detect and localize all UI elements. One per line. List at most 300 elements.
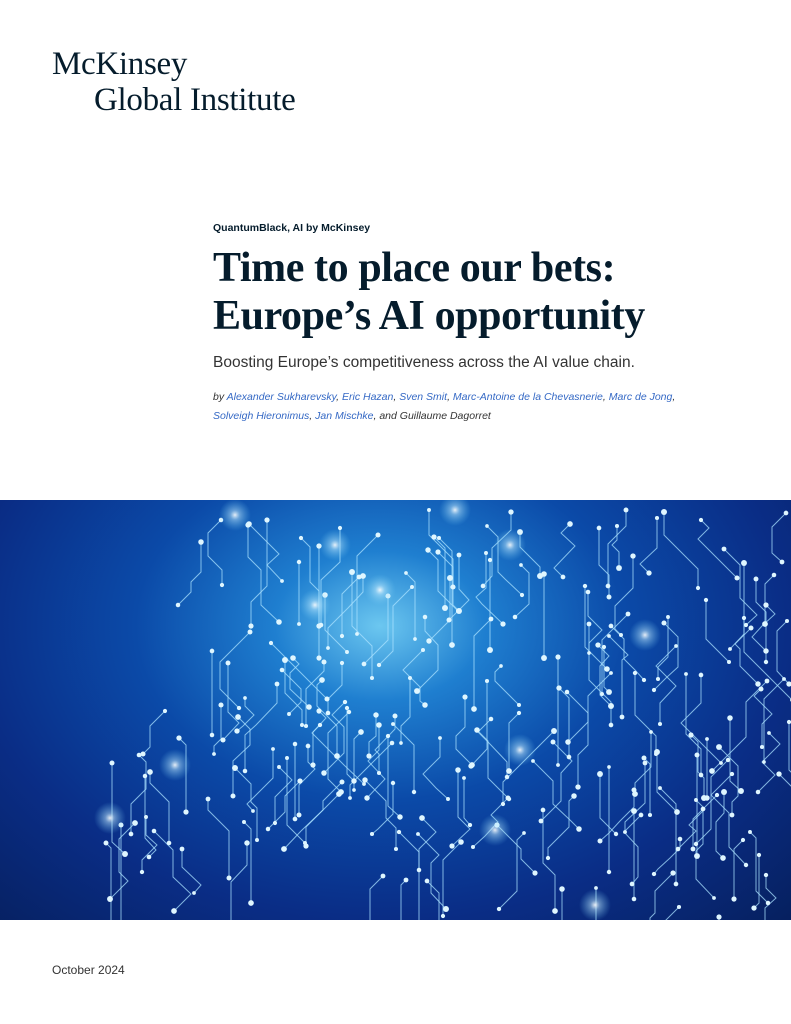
circuit-trace [478, 719, 507, 777]
circuit-trace [772, 513, 786, 562]
circuit-trace [548, 796, 574, 858]
circuit-node [266, 827, 270, 831]
circuit-trace [724, 549, 757, 625]
circuit-node [143, 774, 147, 778]
light-glow [479, 814, 511, 846]
circuit-node [785, 619, 789, 623]
circuit-node [756, 790, 760, 794]
circuit-trace [706, 600, 729, 662]
circuit-node [587, 622, 592, 627]
circuit-node [639, 813, 644, 818]
circuit-node [316, 655, 321, 660]
circuit-node [501, 802, 505, 806]
circuit-node [565, 739, 571, 745]
circuit-node [376, 722, 382, 728]
circuit-node [386, 734, 390, 738]
circuit-node [132, 820, 138, 826]
circuit-trace [559, 688, 569, 757]
circuit-trace [765, 875, 776, 920]
circuit-node [484, 551, 488, 555]
circuit-node [741, 560, 747, 566]
circuit-node [442, 605, 448, 611]
circuit-node [474, 727, 480, 733]
circuit-node [235, 714, 241, 720]
circuit-node [559, 886, 565, 892]
circuit-node [597, 526, 602, 531]
circuit-node [741, 838, 745, 842]
circuit-node [607, 870, 611, 874]
circuit-node [462, 776, 466, 780]
circuit-node [575, 784, 580, 789]
circuit-node [163, 709, 167, 713]
circuit-node [705, 737, 709, 741]
circuit-trace [350, 743, 392, 798]
circuit-node [631, 808, 637, 814]
publication-date: October 2024 [52, 963, 125, 977]
byline-last-prefix: , and [373, 410, 397, 422]
circuit-europe-map-image [0, 500, 791, 920]
circuit-node [462, 694, 467, 699]
circuit-node [306, 744, 311, 749]
circuit-node [609, 671, 613, 675]
author-link[interactable]: Marc-Antoine de la Chevasnerie [452, 391, 603, 403]
circuit-node [277, 765, 281, 769]
circuit-node [749, 626, 754, 631]
circuit-node [497, 907, 501, 911]
circuit-node [506, 768, 512, 774]
circuit-trace [568, 673, 611, 742]
circuit-node [699, 673, 704, 678]
author-link[interactable]: Sven Smit [399, 391, 448, 403]
circuit-node [694, 842, 698, 846]
author-link[interactable]: Solveigh Hieronimus [213, 410, 310, 422]
circuit-node [183, 809, 188, 814]
circuit-node [357, 575, 362, 580]
circuit-node [425, 547, 430, 552]
circuit-node [701, 807, 706, 812]
circuit-trace [106, 843, 111, 920]
circuit-node [666, 615, 670, 619]
circuit-node [730, 813, 735, 818]
circuit-node [646, 570, 651, 575]
circuit-node [784, 511, 789, 516]
circuit-node [425, 879, 430, 884]
circuit-trace [313, 711, 326, 765]
circuit-node [674, 882, 679, 887]
circuit-trace [650, 873, 673, 920]
circuit-node [319, 623, 324, 628]
circuit-node [140, 751, 145, 756]
circuit-node [655, 516, 659, 520]
circuit-node [649, 730, 653, 734]
circuit-node [760, 745, 764, 749]
circuit-node [413, 637, 417, 641]
circuit-node [539, 819, 544, 824]
circuit-node [334, 753, 340, 759]
circuit-trace [154, 831, 191, 911]
circuit-node [780, 560, 785, 565]
circuit-node [695, 753, 700, 758]
circuit-node [734, 575, 739, 580]
circuit-node [381, 874, 386, 879]
circuit-node [758, 686, 763, 691]
circuit-node [658, 722, 662, 726]
circuit-trace [417, 617, 438, 691]
circuit-node [326, 711, 331, 716]
circuit-node [362, 777, 367, 782]
circuit-node [362, 782, 366, 786]
circuit-node [391, 781, 395, 785]
light-glow [364, 574, 396, 606]
circuit-node [243, 769, 248, 774]
circuit-node [251, 809, 255, 813]
circuit-node [167, 841, 172, 846]
circuit-node [709, 768, 715, 774]
circuit-node [364, 795, 369, 800]
circuit-node [122, 851, 128, 857]
circuit-trace [388, 736, 400, 817]
circuit-trace [543, 810, 555, 911]
circuit-node [748, 830, 752, 834]
circuit-node [546, 856, 550, 860]
circuit-trace [182, 849, 201, 893]
circuit-node [517, 711, 521, 715]
circuit-node [642, 756, 647, 761]
circuit-node [598, 839, 603, 844]
circuit-node [275, 682, 280, 687]
circuit-node [606, 689, 612, 695]
circuit-node [757, 853, 761, 857]
circuit-node [716, 744, 722, 750]
circuit-node [744, 623, 748, 627]
circuit-node [237, 706, 241, 710]
circuit-node [212, 752, 216, 756]
circuit-trace [693, 917, 719, 920]
circuit-node [606, 584, 611, 589]
circuit-node [370, 832, 374, 836]
circuit-node [642, 678, 646, 682]
circuit-node [658, 786, 662, 790]
circuit-node [767, 731, 771, 735]
circuit-node [630, 882, 635, 887]
circuit-node [319, 677, 325, 683]
circuit-node [630, 553, 635, 558]
circuit-node [438, 736, 442, 740]
circuit-trace [635, 673, 656, 754]
circuit-trace [754, 689, 772, 747]
circuit-node [609, 624, 614, 629]
author-link[interactable]: Jan Mischke [315, 410, 374, 422]
circuit-node [555, 654, 560, 659]
light-glow [219, 500, 251, 531]
circuit-trace [719, 747, 738, 815]
circuit-node [321, 770, 327, 776]
circuit-map-graphic [0, 500, 791, 920]
circuit-trace [624, 815, 641, 884]
circuit-node [377, 771, 381, 775]
circuit-node [652, 688, 656, 692]
circuit-node [347, 710, 351, 714]
circuit-node [776, 771, 781, 776]
circuit-node [699, 773, 704, 778]
circuit-node [446, 797, 450, 801]
circuit-node [561, 575, 566, 580]
circuit-node [242, 820, 246, 824]
circuit-node [648, 813, 652, 817]
circuit-node [218, 702, 223, 707]
circuit-node [508, 509, 513, 514]
circuit-node [626, 612, 631, 617]
circuit-node [652, 872, 656, 876]
circuit-trace [284, 782, 342, 849]
circuit-node [699, 518, 703, 522]
circuit-node [370, 676, 374, 680]
circuit-node [719, 761, 723, 765]
circuit-node [727, 660, 731, 664]
circuit-node [541, 808, 546, 813]
circuit-node [457, 553, 462, 558]
circuit-node [264, 517, 269, 522]
circuit-node [654, 749, 660, 755]
circuit-node [419, 815, 425, 821]
circuit-node [296, 812, 301, 817]
circuit-node [351, 778, 356, 783]
circuit-node [694, 798, 698, 802]
circuit-node [426, 638, 431, 643]
circuit-node [227, 876, 232, 881]
circuit-node [772, 573, 777, 578]
circuit-node [443, 906, 449, 912]
circuit-node [623, 830, 627, 834]
circuit-node [192, 891, 196, 895]
circuit-node [421, 648, 425, 652]
circuit-trace [608, 510, 626, 586]
circuit-node [763, 648, 768, 653]
circuit-node [394, 847, 398, 851]
circuit-node [399, 741, 403, 745]
circuit-trace [364, 596, 388, 664]
circuit-node [754, 577, 759, 582]
circuit-node [500, 621, 505, 626]
circuit-trace [499, 833, 524, 909]
circuit-trace [231, 843, 247, 920]
circuit-node [231, 794, 236, 799]
circuit-node [348, 796, 352, 800]
circuit-trace [143, 711, 165, 754]
circuit-node [310, 762, 315, 767]
circuit-trace [600, 774, 616, 834]
circuit-node [620, 715, 625, 720]
circuit-node [609, 723, 614, 728]
circuit-trace [640, 518, 657, 573]
circuit-node [721, 789, 727, 795]
author-link[interactable]: Marc de Jong [608, 391, 673, 403]
circuit-node [567, 755, 572, 760]
circuit-node [220, 583, 224, 587]
circuit-node [449, 843, 454, 848]
author-link[interactable]: Alexander Sukharevsky [226, 391, 337, 403]
circuit-node [712, 896, 716, 900]
circuit-node [519, 563, 523, 567]
circuit-node [726, 758, 730, 762]
circuit-node [318, 723, 322, 727]
circuit-node [210, 649, 215, 654]
title-line-1: Time to place our bets: [213, 245, 616, 291]
circuit-trace [393, 724, 414, 792]
circuit-node [171, 908, 177, 914]
circuit-trace [471, 681, 487, 766]
circuit-node [281, 846, 287, 852]
circuit-node [390, 741, 395, 746]
circuit-node [449, 642, 455, 648]
circuit-trace [347, 708, 354, 781]
logo-line-2: Global Institute [94, 82, 296, 118]
byline-prefix: by [213, 391, 225, 403]
circuit-node [458, 839, 464, 845]
circuit-node [293, 742, 297, 746]
circuit-node [303, 841, 307, 845]
byline: by Alexander Sukharevsky, Eric Hazan, Sven Smit, Marc-Antoine de la Chevasnerie, Marc de Jong, Solveigh Hieronimus, Jan Mischke, and Guillaume Dagorret [213, 391, 676, 422]
circuit-node [643, 761, 648, 766]
circuit-node [688, 732, 693, 737]
circuit-node [597, 771, 603, 777]
circuit-node [678, 837, 683, 842]
circuit-trace [353, 876, 383, 920]
circuit-node [607, 634, 611, 638]
circuit-node [129, 832, 134, 837]
author-name: Guillaume Dagorret [399, 410, 491, 422]
circuit-node [206, 797, 211, 802]
circuit-node [352, 788, 356, 792]
author-link[interactable]: Eric Hazan [342, 391, 394, 403]
circuit-trace [423, 738, 448, 799]
circuit-trace [399, 832, 419, 920]
circuit-node [340, 634, 344, 638]
circuit-node [704, 598, 708, 602]
circuit-node [280, 579, 284, 583]
cover-content [213, 222, 773, 426]
circuit-node [764, 660, 768, 664]
light-glow [439, 500, 471, 526]
circuit-node [499, 664, 503, 668]
circuit-node [576, 826, 582, 832]
circuit-node [742, 616, 746, 620]
circuit-trace [474, 619, 491, 709]
circuit-trace [443, 842, 461, 916]
circuit-trace [730, 718, 741, 791]
circuit-trace [403, 650, 425, 705]
circuit-node [416, 832, 420, 836]
circuit-node [297, 560, 301, 564]
circuit-trace [477, 730, 509, 799]
circuit-node [513, 615, 518, 620]
circuit-node [764, 873, 768, 877]
circuit-trace [752, 605, 775, 651]
circuit-node [586, 590, 591, 595]
circuit-trace [208, 520, 222, 585]
circuit-node [234, 728, 239, 733]
circuit-trace [251, 520, 267, 626]
circuit-node [410, 585, 414, 589]
circuit-node [300, 723, 304, 727]
circuit-node [471, 845, 475, 849]
circuit-node [485, 524, 489, 528]
circuit-trace [249, 524, 282, 581]
light-glow [629, 619, 661, 651]
circuit-node [587, 651, 591, 655]
circuit-node [358, 729, 364, 735]
circuit-node [422, 702, 427, 707]
circuit-node [485, 679, 489, 683]
circuit-node [340, 661, 344, 665]
circuit-node [441, 914, 445, 918]
circuit-node [522, 831, 526, 835]
circuit-node [782, 677, 786, 681]
circuit-trace [275, 767, 292, 823]
circuit-node [765, 679, 770, 684]
circuit-node [468, 763, 473, 768]
circuit-trace [660, 907, 681, 920]
circuit-trace [734, 840, 743, 899]
circuit-node [412, 790, 416, 794]
circuit-trace [245, 684, 277, 771]
circuit-node [414, 688, 420, 694]
circuit-node [326, 646, 330, 650]
circuit-node [338, 789, 344, 795]
light-glow [94, 802, 126, 834]
circuit-trace [328, 663, 342, 713]
circuit-node [489, 717, 494, 722]
circuit-node [607, 765, 611, 769]
circuit-node [507, 797, 511, 801]
circuit-node [607, 595, 612, 600]
title-line-2: Europe’s AI opportunity [213, 293, 645, 339]
circuit-node [684, 672, 688, 676]
circuit-node [517, 703, 521, 707]
circuit-node [532, 870, 537, 875]
circuit-node [787, 720, 791, 724]
circuit-node [255, 838, 259, 842]
report-subtitle: Boosting Europe’s competitiveness across the AI value chain. [213, 354, 635, 371]
circuit-node [198, 539, 204, 545]
circuit-node [762, 621, 768, 627]
circuit-trace [456, 697, 472, 765]
light-glow [159, 749, 191, 781]
circuit-node [377, 663, 381, 667]
light-glow [579, 889, 611, 920]
circuit-node [541, 655, 547, 661]
circuit-node [437, 536, 441, 540]
circuit-trace [657, 752, 677, 812]
circuit-node [404, 878, 409, 883]
circuit-node [180, 847, 185, 852]
circuit-node [276, 619, 282, 625]
circuit-node [633, 671, 637, 675]
circuit-node [176, 603, 180, 607]
circuit-node [316, 708, 321, 713]
circuit-node [471, 706, 477, 712]
circuit-node [727, 715, 733, 721]
circuit-node [280, 668, 285, 673]
circuit-node [446, 617, 451, 622]
circuit-node [152, 829, 157, 834]
circuit-trace [779, 774, 791, 840]
light-glow [319, 529, 351, 561]
logo-line-1: McKinsey [52, 46, 188, 82]
circuit-node [481, 584, 486, 589]
circuit-trace [541, 742, 572, 821]
circuit-node [340, 780, 345, 785]
